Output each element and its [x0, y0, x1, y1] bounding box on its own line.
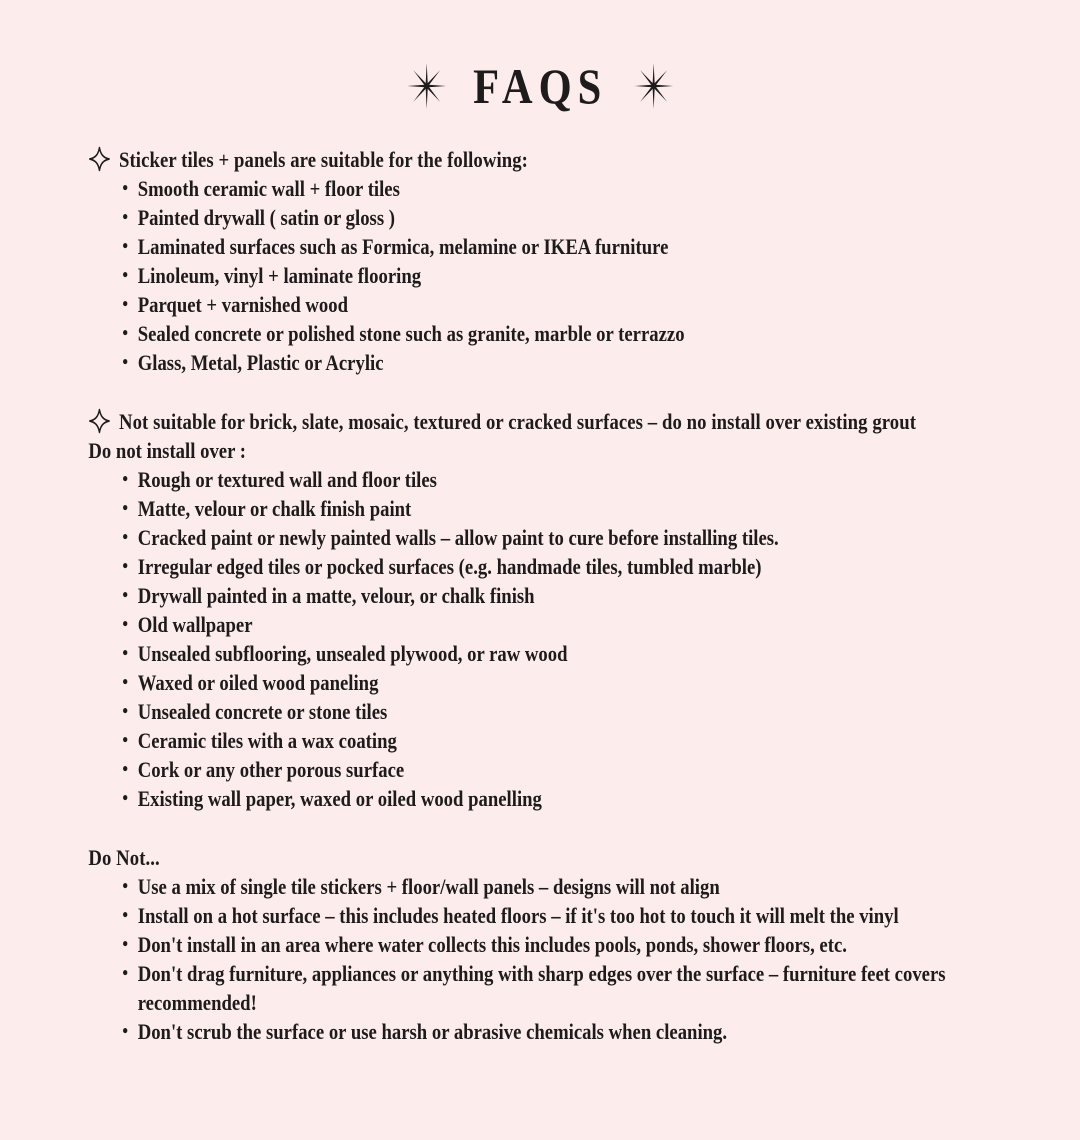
list-item: • Matte, velour or chalk finish paint: [88, 494, 1029, 523]
list-item: • Existing wall paper, waxed or oiled wood panelling: [88, 784, 1029, 813]
faq-section: [88, 145, 1029, 377]
list-item: • Don't scrub the surface or use harsh or abrasive chemicals when cleaning.: [88, 1017, 1029, 1046]
section-subheading: Do not install over :: [88, 438, 246, 463]
section-item-list: [88, 465, 1029, 813]
list-item: • Install on a hot surface – this includes heated floors – if it's too hot to touch it will melt the vinyl: [88, 901, 1029, 930]
faq-section: [88, 407, 1029, 813]
list-item: • Ceramic tiles with a wax coating: [88, 726, 1029, 755]
list-item: • Laminated surfaces such as Formica, melamine or IKEA furniture: [88, 232, 1029, 261]
list-item: • Unsealed subflooring, unsealed plywood, or raw wood: [88, 639, 1029, 668]
section-heading-row: [88, 843, 1029, 872]
list-item: • Unsealed concrete or stone tiles: [88, 697, 1029, 726]
list-item: • Use a mix of single tile stickers + floor/wall panels – designs will not align: [88, 872, 1029, 901]
list-item: • Don't install in an area where water collects this includes pools, ponds, shower floors, etc.: [88, 930, 1029, 959]
list-item: • Rough or textured wall and floor tiles: [88, 465, 1029, 494]
faq-content: [0, 145, 1080, 1046]
list-item: • Glass, Metal, Plastic or Acrylic: [88, 348, 1029, 377]
list-item: • Linoleum, vinyl + laminate flooring: [88, 261, 1029, 290]
list-item: • Old wallpaper: [88, 610, 1029, 639]
section-item-list: [88, 872, 1029, 1046]
section-item-list: [88, 174, 1029, 377]
section-heading: Sticker tiles + panels are suitable for the following:: [119, 147, 528, 172]
diamond-icon: [88, 408, 110, 434]
section-heading: Do Not...: [88, 845, 160, 870]
section-heading-row: [88, 145, 1029, 174]
sparkle-icon: [633, 61, 676, 111]
list-item: • Sealed concrete or polished stone such as granite, marble or terrazzo: [88, 319, 1029, 348]
list-item: • Don't drag furniture, appliances or anything with sharp edges over the surface – furniture feet covers recommended!: [88, 959, 1029, 1017]
list-item: • Irregular edged tiles or pocked surfaces (e.g. handmade tiles, tumbled marble): [88, 552, 1029, 581]
list-item: • Drywall painted in a matte, velour, or chalk finish: [88, 581, 1029, 610]
section-heading: Not suitable for brick, slate, mosaic, textured or cracked surfaces – do no install over existing grout: [119, 409, 917, 434]
sparkle-icon: [405, 61, 448, 111]
list-item: • Smooth ceramic wall + floor tiles: [88, 174, 1029, 203]
title-row: [0, 60, 1080, 112]
section-heading-row: [88, 407, 1029, 436]
page-title: FAQS: [473, 58, 608, 114]
list-item: • Cracked paint or newly painted walls – allow paint to cure before installing tiles.: [88, 523, 1029, 552]
diamond-icon: [88, 146, 110, 172]
faq-card: [0, 60, 1080, 1046]
list-item: • Cork or any other porous surface: [88, 755, 1029, 784]
faq-section: [88, 843, 1029, 1046]
list-item: • Parquet + varnished wood: [88, 290, 1029, 319]
list-item: • Painted drywall ( satin or gloss ): [88, 203, 1029, 232]
list-item: • Waxed or oiled wood paneling: [88, 668, 1029, 697]
